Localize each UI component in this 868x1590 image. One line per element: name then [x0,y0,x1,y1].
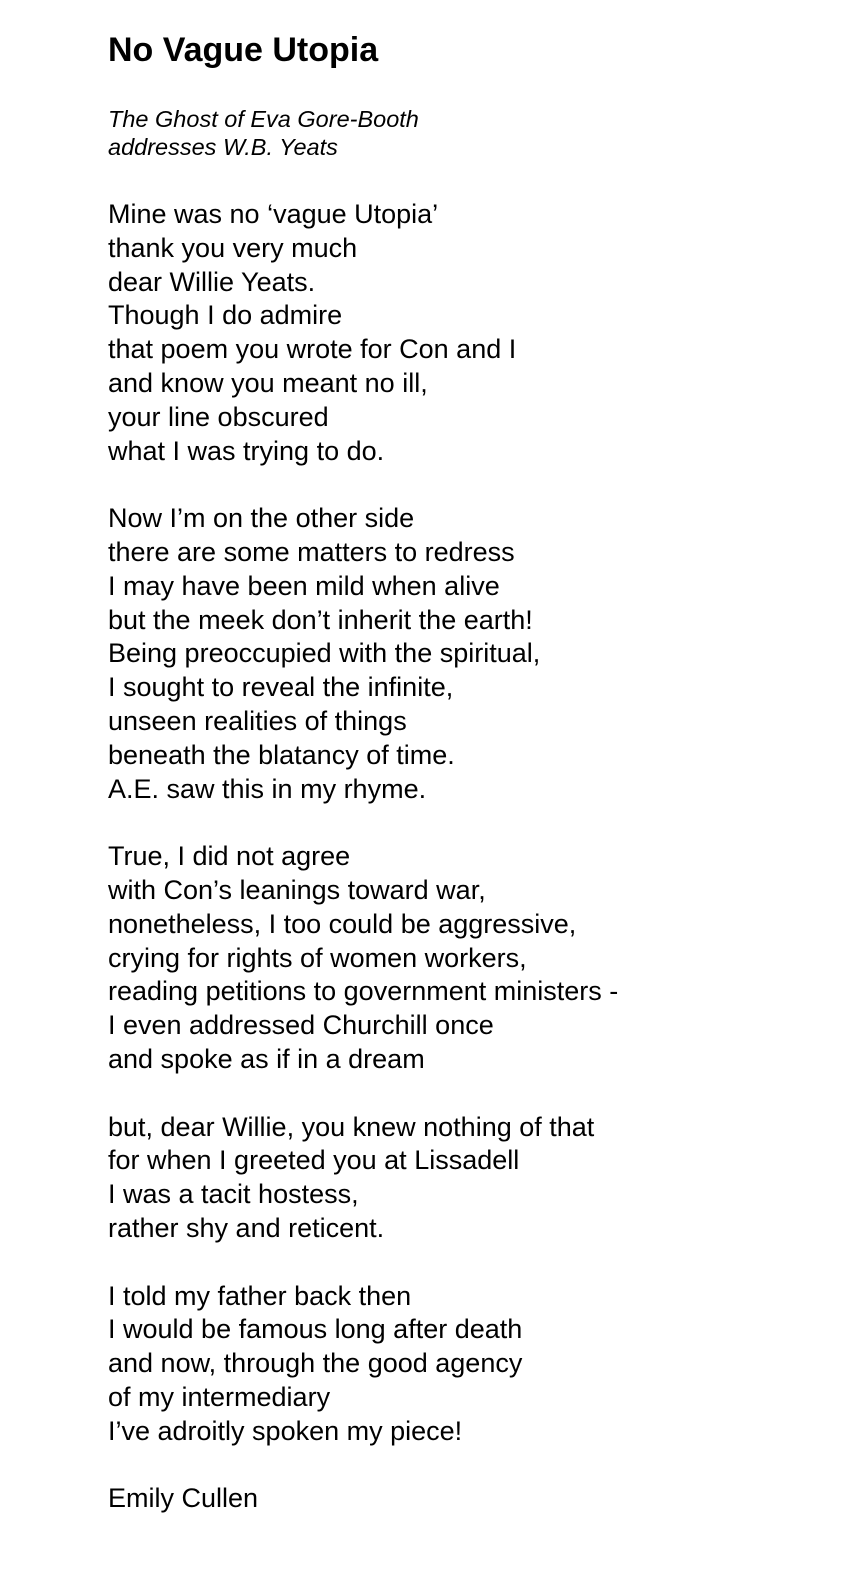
poem-line: Being preoccupied with the spiritual, [108,638,541,669]
poem-line: rather shy and reticent. [108,1212,385,1243]
poem-line: but the meek don’t inherit the earth! [108,604,533,635]
poem-line: and know you meant no ill, [108,367,428,398]
poem-line: I would be famous long after death [108,1314,523,1345]
author-name: Emily Cullen [108,1483,259,1514]
poem-title: No Vague Utopia [108,31,379,69]
poem-subtitle [108,105,828,161]
poem-line: and spoke as if in a dream [108,1043,425,1074]
poem-line: beneath the blatancy of time. [108,739,455,770]
poem-line: reading petitions to government ministers - [108,976,619,1007]
subtitle-line: The Ghost of Eva Gore-Booth [108,106,419,132]
poem-line: and now, through the good agency [108,1348,523,1379]
poem-line: A.E. saw this in my rhyme. [108,773,427,804]
subtitle-line: addresses W.B. Yeats [108,134,338,160]
poem-line: Mine was no ‘vague Utopia’ [108,199,439,229]
poem-line: that poem you wrote for Con and I [108,334,517,365]
poem-line: I sought to reveal the infinite, [108,672,454,703]
poem-line: I told my father back then [108,1280,412,1311]
poem-page [108,30,828,1516]
poem-line: I was a tacit hostess, [108,1179,359,1210]
poem-line: there are some matters to redress [108,536,515,567]
poem-body [108,198,828,1516]
poem-line: thank you very much [108,232,358,263]
stanza-2 [108,502,828,806]
poem-line: but, dear Willie, you knew nothing of that [108,1111,595,1142]
poem-line: True, I did not agree [108,841,351,872]
poem-line: for when I greeted you at Lissadell [108,1145,520,1176]
poem-line: dear Willie Yeats. [108,266,316,297]
poem-line: Now I’m on the other side [108,503,415,534]
poem-line: your line obscured [108,401,329,432]
poem-line: Though I do admire [108,300,343,331]
poem-line: unseen realities of things [108,705,407,736]
stanza-5 [108,1280,828,1449]
poem-line: crying for rights of women workers, [108,942,527,973]
poem-line: I may have been mild when alive [108,570,500,601]
stanza-1 [108,198,828,468]
poem-line: with Con’s leanings toward war, [108,874,486,905]
poem-line: I even addressed Churchill once [108,1010,494,1041]
stanza-4 [108,1111,828,1246]
poem-line: nonetheless, I too could be aggressive, [108,908,577,939]
stanza-3 [108,840,828,1077]
poem-line: what I was trying to do. [108,435,385,466]
poem-line: I’ve adroitly spoken my piece! [108,1415,463,1446]
poem-line: of my intermediary [108,1381,331,1412]
